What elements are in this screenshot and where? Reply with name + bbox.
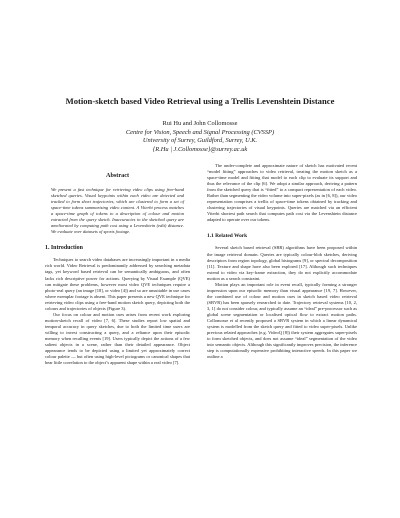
introduction-paragraph-2: Our focus on colour and motion cues arises from recent work exploring motion-sketch recall of video [7, 6]. These studies report low spatial and temporal accuracy in query sketches, due to both the limited time users are willing to invest constructing a query, and a reliance upon their episodic memory when recalling events [19]. Users typically depict the actions of a few salient objects in a scene, rather than their detailed appearance. Object appearance tends to be depicted using a limited yet approximately correct colour palette — but often using high-level pictograms or canonical shapes that bear little correlation to the object’s apparent shape within a real video [7].: [45, 311, 190, 366]
abstract-text: We present a fast technique for retrieving video clips using free-hand sketched queries. Visual keypoints within each video are detected and tracked to form short trajectories, which are clustered to form a set of space-time tokens summarising video content. A Viterbi process matches a space-time graph of tokens to a description of colour and motion extracted from the query sketch. Inaccuracies in the sketched query are ameliorated by computing path cost using a Levenshtein (edit) distance. We evaluate over datasets of sports footage.: [51, 187, 184, 235]
related-work-paragraph-2: Motion plays an important role in event recall, typically forming a stronger impression upon our episodic memory than visual appearance [19, 7]. However, the combined use of colour and motion cues in sketch based video retrieval (SBVR) has been sparsely researched to date. Trajectory retrieval systems [10, 2, 3, 1] do not consider colour, and typically assume an “ideal” pre-processor such as global scene segmentation or localised optical flow to extract motion paths. Collomosse et al recently proposed a SBVR system in which a linear dynamical system is modelled from the sketch query and fitted to video super-pixels. Unlike previous related approaches (e.g. VideoQ [8]) their system aggregates super-pixels to form sketched objects, and does not assume “ideal” segmentation of the video into semantic objects. Although this significantly improves precision, the inference step is computationally expensive prohibiting interactive speeds. In this paper we outline a: [207, 281, 357, 360]
affiliation-university: University of Surrey, Guildford, Surrey, U.K.: [142, 137, 258, 145]
author-names: Rui Hu and John Collomosse: [162, 120, 238, 127]
author-block: [0, 120, 400, 154]
affiliation-centre: Centre for Vision, Speech and Signal Processing (CVSSP): [125, 128, 275, 136]
body-paragraph-1: The under-complete and approximate nature of sketch has motivated recent “model fitting” approaches to video retrieval, treating the motion sketch as a space-time model and fitting that model to each clip to evaluate its support and thus the relevance of the clip [6]. We adopt a similar approach, deriving a pattern from the sketched query that is “fitted” to a compact representation of each video. Rather than segmenting the video volume into super-pixels (as in [6, 8]), our video representation comprises a trellis of space-time tokens obtained by tracking and clustering trajectories of visual keypoints. Queries are matched via an efficient Viterbi shortest path search that computes path cost via the Levenshtein distance adapted to operate over our tokens.: [207, 163, 357, 223]
introduction-paragraph-1: Techniques to search video databases are increasingly important in a media rich world. Video Retrieval is predominantly addressed by searching metadata tags, yet keyword based retrieval can be semantically ambiguous, and often lacks rich descriptive power for actions. Querying by Visual Example (QVE) can mitigate these problems, however most video QVE techniques require a photo-real query (an image [18], or video [4]) and so are unsuitable in use cases where exemplar footage is absent. This paper presents a new QVE technique for retrieving video clips using a free-hand motion sketch query, depicting both the colours and trajectories of objects (Figure 3).: [45, 257, 190, 311]
paper-title: Motion-sketch based Video Retrieval using a Trellis Levenshtein Distance: [65, 96, 335, 106]
right-column: [207, 163, 357, 360]
related-work-heading: 1.1 Related Work: [207, 233, 248, 240]
abstract-heading: Abstract: [105, 172, 130, 179]
introduction-heading: 1. Introduction: [45, 245, 83, 252]
left-column: [45, 172, 190, 366]
author-emails: {R.Hu | J.Collomosse}@surrey.ac.uk: [152, 145, 248, 153]
related-work-paragraph-1: Several sketch based retrieval (SBR) algorithms have been proposed within the image retrieval domain. Queries are typically colour-blob sketches, deriving descriptors from region topology, global histograms [9], or spectral decomposition [11]. Texture and shape have also been explored [17]. Although such techniques extend to video via key-frame extraction, they do not explicitly accommodate motion as a search constraint.: [207, 245, 357, 281]
